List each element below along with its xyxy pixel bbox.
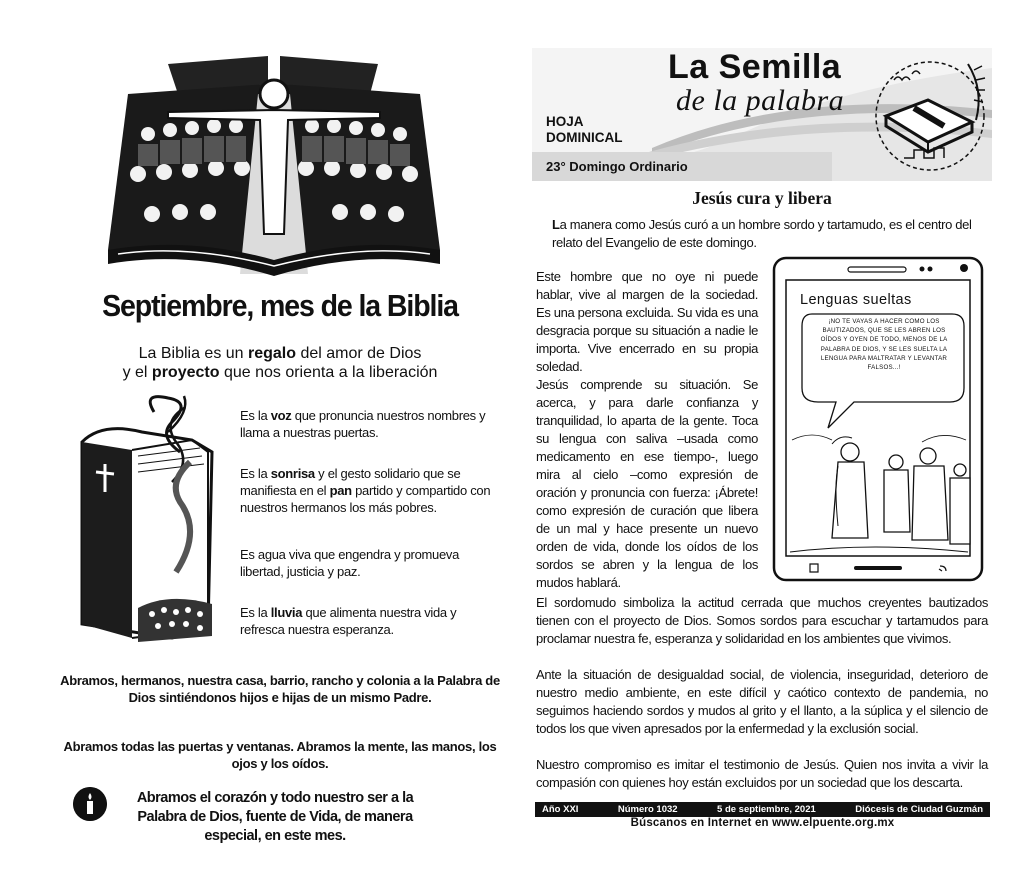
verse-text: Es la sonrisa y el gesto solidario que se manifiesta en el pan partido y compartido con nuestros hermanos los más pobres.	[240, 466, 491, 515]
issue-info-bar	[535, 802, 990, 817]
article-title: Jesús cura y libera	[692, 188, 832, 208]
issue-year: Año XXI	[542, 804, 579, 815]
comic-title: Lenguas sueltas	[800, 292, 912, 308]
article-paragraph: Ante la situación de desigualdad social, de violencia, inseguridad, deterioro de nuestro medio ambiente, en este difícil y caótico contexto de pandemia, no seguimos haciendo sordos y mudos al grito y el llanto, a la súplica y el silencio de todos los que viven apresados por la enfermedad y la exclusión social.	[536, 667, 988, 736]
candle-icon	[73, 787, 107, 821]
verse-text: Es agua viva que engendra y promueva libertad, justicia y paz.	[240, 547, 460, 579]
verse-text: Es la lluvia que alimenta nuestra vida y refresca nuestra esperanza.	[240, 605, 457, 637]
issue-date: 5 de septiembre, 2021	[717, 804, 816, 815]
article-paragraph: El sordomudo simboliza la actitud cerrada que muchos creyentes bautizados tienen con el proyecto de Dios. Somos sordos para escuchar y tartamudos para proclamar nuestra fe, esperanza y solidaridad en los ambientes que vivimos.	[536, 595, 988, 646]
article-paragraph: Nuestro compromiso es imitar el testimonio de Jesús. Quien nos invita a vivir la compasión con quienes hoy están excluidos por un sociedad que los descarta.	[536, 757, 988, 790]
speech-bubble-text: ¡NO TE VAYAS A HACER COMO LOS BAUTIZADOS, QUE SE LES ABREN LOS OÍDOS Y OYEN DE TODO, MENOS DE LA PALABRA DE DIOS, Y SE LES SUELTA LA LENGUA PARA MALTRATAR Y LEVANTAR FALSOS...!	[820, 318, 948, 372]
bible-book-illustration	[72, 392, 218, 654]
article-paragraph: Este hombre que no oye ni puede hablar, vive al margen de la sociedad. Es una persona excluida. Su vida es una desgracia porque su situación a nadie le importa. Vive encerrado en su propia soledad.	[536, 269, 758, 374]
right-page	[512, 0, 1024, 869]
intro-line: y el proyecto que nos orienta a la liberación	[122, 364, 438, 381]
bible-seal-logo	[864, 50, 992, 180]
issue-number: Número 1032	[617, 804, 678, 815]
liturgical-sunday: 23° Domingo Ordinario	[546, 159, 688, 174]
article-lead: La manera como Jesús curó a un hombre sordo y tartamudo, es el centro del relato del Evangelio de este domingo.	[552, 217, 972, 250]
publication-type: HOJA DOMINICAL	[546, 114, 623, 145]
bible-crowd-illustration	[108, 54, 440, 280]
intro-line: La Biblia es un regalo del amor de Dios	[138, 345, 422, 362]
verse-text: Es la voz que pronuncia nuestros nombres y llama a nuestras puertas.	[240, 408, 486, 440]
brand-subtitle: de la palabra	[676, 84, 845, 117]
masthead	[532, 48, 992, 181]
diocese-name: Diócesis de Ciudad Guzmán	[855, 804, 983, 815]
page-title: Septiembre, mes de la Biblia	[102, 288, 458, 323]
website-line: Búscanos en Internet en www.elpuente.org.mx	[630, 817, 895, 829]
closing-statement: Abramos el corazón y todo nuestro ser a la Palabra de Dios, fuente de Vida, de manera especial, en este mes.	[136, 790, 414, 844]
call-to-action: Abramos todas las puertas y ventanas. Abramos la mente, las manos, los ojos y los oídos.	[63, 739, 497, 771]
article-paragraph: Jesús comprende su situación. Se acerca, y para darle confianza y tranquilidad, lo aparta de la gente. Toca su lengua con saliva –usada como medicamento en ese tiempo-, luego mira al cielo –como expresión de oración y pronuncia con fuerza: ¡Ábrete! como expresión de curación que libera de un mal y hace presente un nuevo orden de vida, donde los oídos de los sordos se abren y la lengua de los mudos hablará.	[536, 377, 758, 590]
brand-title: La Semilla	[668, 48, 842, 86]
call-to-action: Abramos, hermanos, nuestra casa, barrio, rancho y colonia a la Palabra de Dios sintiéndonos hijos e hijas de un mismo Padre.	[60, 673, 500, 705]
